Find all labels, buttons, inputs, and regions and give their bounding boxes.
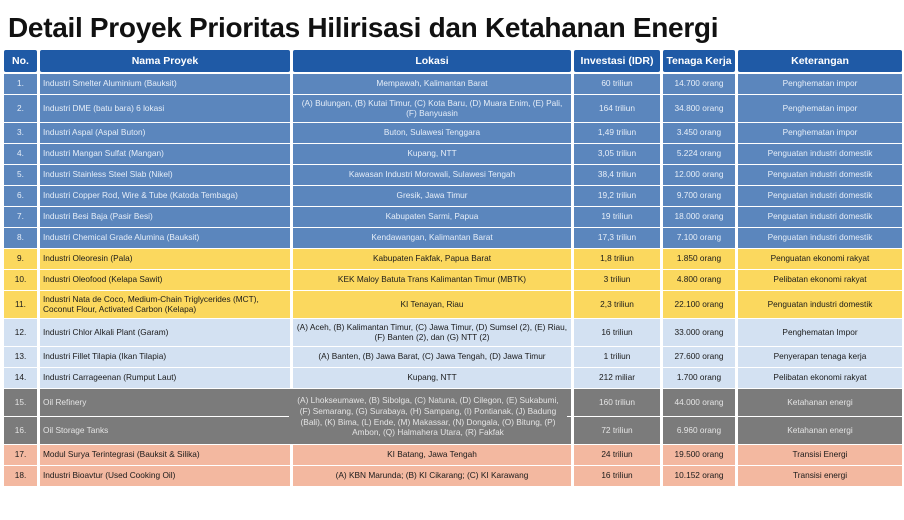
cell-investasi: 24 triliun <box>574 445 660 465</box>
cell-ket: Pelibatan ekonomi rakyat <box>738 270 902 290</box>
cell-lokasi: KI Batang, Jawa Tengah <box>293 445 571 465</box>
cell-lokasi: (A) Aceh, (B) Kalimantan Timur, (C) Jawa Timur, (D) Sumsel (2), (E) Riau, (F) Banten (2), dan (G) NTT (2) <box>293 319 571 346</box>
cell-investasi: 38,4 triliun <box>574 165 660 185</box>
cell-ket: Penguatan industri domestik <box>738 228 902 248</box>
cell-tenaga: 3.450 orang <box>663 123 735 143</box>
table-row <box>4 368 902 388</box>
cell-nama: Industri Stainless Steel Slab (Nikel) <box>40 165 290 185</box>
cell-investasi: 16 triliun <box>574 466 660 486</box>
cell-nama: Industri Copper Rod, Wire & Tube (Katoda Tembaga) <box>40 186 290 206</box>
cell-lokasi: (A) Banten, (B) Jawa Barat, (C) Jawa Tengah, (D) Jawa Timur <box>293 347 571 367</box>
cell-nama: Industri Smelter Aluminium (Bauksit) <box>40 74 290 94</box>
cell-lokasi: Mempawah, Kalimantan Barat <box>293 74 571 94</box>
cell-tenaga: 7.100 orang <box>663 228 735 248</box>
table-row <box>4 123 902 143</box>
cell-no: 12. <box>4 319 37 346</box>
cell-no: 3. <box>4 123 37 143</box>
cell-tenaga: 6.960 orang <box>663 417 735 444</box>
cell-ket: Penguatan industri domestik <box>738 144 902 164</box>
cell-nama: Industri Aspal (Aspal Buton) <box>40 123 290 143</box>
cell-nama: Industri DME (batu bara) 6 lokasi <box>40 95 290 122</box>
cell-tenaga: 12.000 orang <box>663 165 735 185</box>
cell-nama: Industri Oleofood (Kelapa Sawit) <box>40 270 290 290</box>
cell-tenaga: 33.000 orang <box>663 319 735 346</box>
cell-no: 6. <box>4 186 37 206</box>
cell-tenaga: 34.800 orang <box>663 95 735 122</box>
cell-nama: Oil Refinery <box>40 389 290 416</box>
cell-nama: Industri Carrageenan (Rumput Laut) <box>40 368 290 388</box>
cell-investasi: 60 triliun <box>574 74 660 94</box>
cell-nama: Industri Chemical Grade Alumina (Bauksit) <box>40 228 290 248</box>
cell-ket: Penguatan industri domestik <box>738 291 902 318</box>
cell-investasi: 17,3 triliun <box>574 228 660 248</box>
cell-nama: Industri Mangan Sulfat (Mangan) <box>40 144 290 164</box>
page-title: Detail Proyek Prioritas Hilirisasi dan Ketahanan Energi <box>8 12 719 43</box>
cell-tenaga: 27.600 orang <box>663 347 735 367</box>
cell-investasi: 1 triliun <box>574 347 660 367</box>
cell-ket: Penguatan ekonomi rakyat <box>738 249 902 269</box>
cell-no: 11. <box>4 291 37 318</box>
table-row <box>4 144 902 164</box>
table-row <box>4 347 902 367</box>
cell-investasi: 1,8 triliun <box>574 249 660 269</box>
cell-nama: Industri Fillet Tilapia (Ikan Tilapia) <box>40 347 290 367</box>
cell-lokasi: Kendawangan, Kalimantan Barat <box>293 228 571 248</box>
cell-no: 5. <box>4 165 37 185</box>
cell-ket: Penghematan impor <box>738 123 902 143</box>
cell-nama: Industri Bioavtur (Used Cooking Oil) <box>40 466 290 486</box>
header-investasi: Investasi (IDR) <box>574 50 660 72</box>
cell-nama: Industri Chlor Alkali Plant (Garam) <box>40 319 290 346</box>
cell-tenaga: 18.000 orang <box>663 207 735 227</box>
cell-ket: Penghematan impor <box>738 95 902 122</box>
table-row <box>4 270 902 290</box>
cell-no: 7. <box>4 207 37 227</box>
cell-lokasi: (A) Bulungan, (B) Kutai Timur, (C) Kota Baru, (D) Muara Enim, (E) Pali, (F) Banyuasin <box>293 95 571 122</box>
table-row <box>4 445 902 465</box>
cell-tenaga: 9.700 orang <box>663 186 735 206</box>
cell-no: 10. <box>4 270 37 290</box>
cell-ket: Penguatan industri domestik <box>738 207 902 227</box>
table-row <box>4 228 902 248</box>
table-row <box>4 186 902 206</box>
cell-no: 8. <box>4 228 37 248</box>
table-header <box>4 50 902 72</box>
cell-investasi: 2,3 triliun <box>574 291 660 318</box>
cell-lokasi: Kawasan Industri Morowali, Sulawesi Tengah <box>293 165 571 185</box>
cell-no: 9. <box>4 249 37 269</box>
cell-investasi: 72 triliun <box>574 417 660 444</box>
cell-lokasi: Kabupaten Fakfak, Papua Barat <box>293 249 571 269</box>
cell-no: 18. <box>4 466 37 486</box>
cell-nama: Oil Storage Tanks <box>40 417 290 444</box>
table-row <box>4 249 902 269</box>
cell-tenaga: 44.000 orang <box>663 389 735 416</box>
cell-investasi: 16 triliun <box>574 319 660 346</box>
cell-investasi: 164 triliun <box>574 95 660 122</box>
cell-no: 15. <box>4 389 37 416</box>
header-tenaga-kerja: Tenaga Kerja <box>663 50 735 72</box>
cell-no: 4. <box>4 144 37 164</box>
cell-no: 14. <box>4 368 37 388</box>
cell-lokasi: KEK Maloy Batuta Trans Kalimantan Timur (MBTK) <box>293 270 571 290</box>
cell-investasi: 160 triliun <box>574 389 660 416</box>
header-keterangan: Keterangan <box>738 50 902 72</box>
cell-tenaga: 22.100 orang <box>663 291 735 318</box>
table-row <box>4 95 902 122</box>
cell-no: 1. <box>4 74 37 94</box>
cell-nama: Modul Surya Terintegrasi (Bauksit & Silika) <box>40 445 290 465</box>
cell-investasi: 3,05 triliun <box>574 144 660 164</box>
merged-lokasi-cell: (A) Lhokseumawe, (B) Sibolga, (C) Natuna, (D) Cilegon, (E) Sukabumi, (F) Semarang, (G) Surabaya, (H) Sampang, (I) Pontianak, (J) Badung (Bali), (K) Bima, (L) Ende, (M) Makassar, (N) Dongala, (O) Bitung, (P) Ambon, (Q) Halmahera Utara, (R) Fakfak <box>289 389 567 444</box>
cell-ket: Transisi Energi <box>738 445 902 465</box>
cell-no: 13. <box>4 347 37 367</box>
cell-nama: Industri Oleoresin (Pala) <box>40 249 290 269</box>
table-row <box>4 319 902 346</box>
table-row <box>4 74 902 94</box>
cell-investasi: 1,49 triliun <box>574 123 660 143</box>
cell-lokasi: Kupang, NTT <box>293 368 571 388</box>
cell-investasi: 19,2 triliun <box>574 186 660 206</box>
cell-tenaga: 10.152 orang <box>663 466 735 486</box>
cell-lokasi: KI Tenayan, Riau <box>293 291 571 318</box>
cell-lokasi: Buton, Sulawesi Tenggara <box>293 123 571 143</box>
table-row <box>4 165 902 185</box>
cell-investasi: 212 miliar <box>574 368 660 388</box>
cell-tenaga: 19.500 orang <box>663 445 735 465</box>
table-row <box>4 291 902 318</box>
cell-no: 16. <box>4 417 37 444</box>
table-row <box>4 466 902 486</box>
cell-ket: Penguatan industri domestik <box>738 165 902 185</box>
header-lokasi: Lokasi <box>293 50 571 72</box>
cell-no: 17. <box>4 445 37 465</box>
cell-ket: Penguatan industri domestik <box>738 186 902 206</box>
cell-tenaga: 4.800 orang <box>663 270 735 290</box>
cell-ket: Transisi energi <box>738 466 902 486</box>
cell-ket: Ketahanan energi <box>738 417 902 444</box>
cell-lokasi: Kupang, NTT <box>293 144 571 164</box>
cell-tenaga: 5.224 orang <box>663 144 735 164</box>
cell-investasi: 19 triliun <box>574 207 660 227</box>
cell-lokasi: (A) KBN Marunda; (B) KI Cikarang; (C) KI Karawang <box>293 466 571 486</box>
cell-ket: Penghematan impor <box>738 74 902 94</box>
cell-ket: Ketahanan energi <box>738 389 902 416</box>
header-nama-proyek: Nama Proyek <box>40 50 290 72</box>
cell-nama: Industri Besi Baja (Pasir Besi) <box>40 207 290 227</box>
cell-tenaga: 1.850 orang <box>663 249 735 269</box>
cell-tenaga: 14.700 orang <box>663 74 735 94</box>
cell-ket: Pelibatan ekonomi rakyat <box>738 368 902 388</box>
cell-ket: Penyerapan tenaga kerja <box>738 347 902 367</box>
table-row <box>4 207 902 227</box>
cell-tenaga: 1.700 orang <box>663 368 735 388</box>
cell-ket: Penghematan Impor <box>738 319 902 346</box>
cell-lokasi: Kabupaten Sarmi, Papua <box>293 207 571 227</box>
cell-investasi: 3 triliun <box>574 270 660 290</box>
cell-nama: Industri Nata de Coco, Medium-Chain Triglycerides (MCT), Coconut Flour, Activated Carbon (Kelapa) <box>40 291 290 318</box>
header-no: No. <box>4 50 37 72</box>
cell-lokasi: Gresik, Jawa Timur <box>293 186 571 206</box>
cell-no: 2. <box>4 95 37 122</box>
